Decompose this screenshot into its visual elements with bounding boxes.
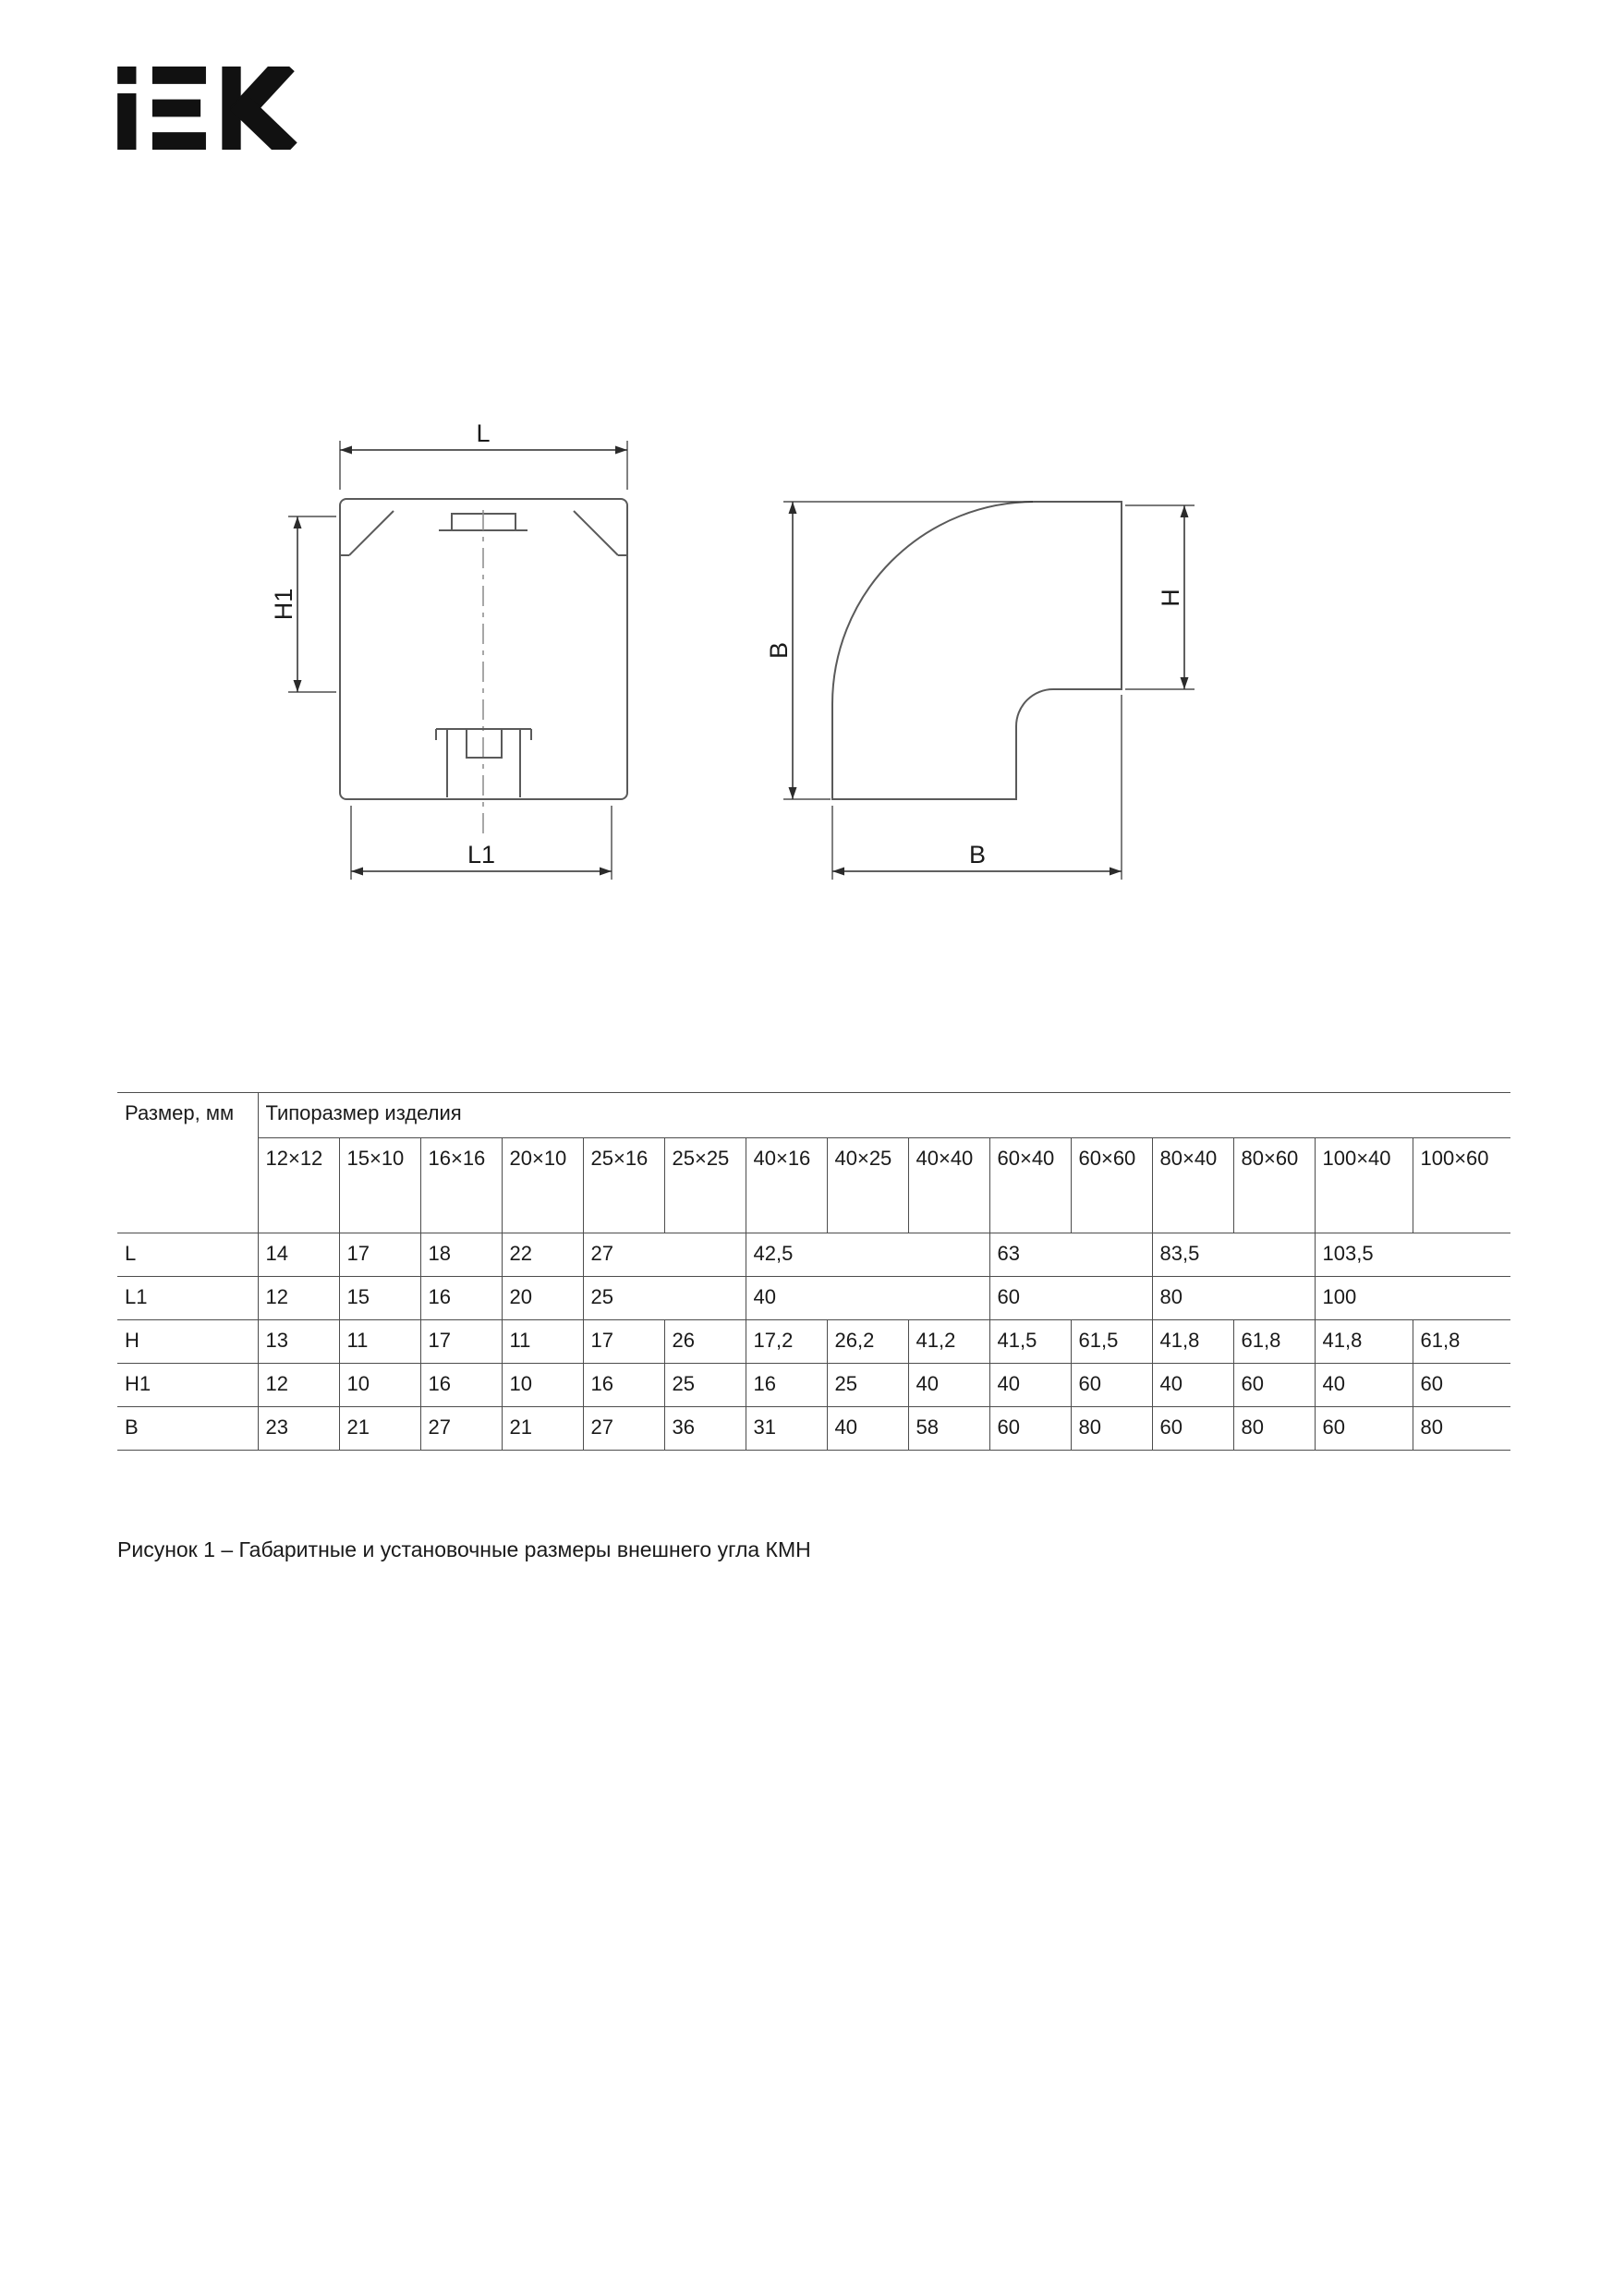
table-cell: 100 <box>1315 1277 1510 1320</box>
size-column-header: 20×10 <box>502 1138 583 1233</box>
dim-label-b-bottom: B <box>968 841 987 869</box>
table-cell: 11 <box>339 1320 420 1364</box>
table-cell: 36 <box>664 1407 746 1451</box>
table-cell: 25 <box>583 1277 746 1320</box>
table-cell: 103,5 <box>1315 1233 1510 1277</box>
table-cell: 10 <box>339 1364 420 1407</box>
table-cell: 40 <box>1315 1364 1413 1407</box>
table-cell: 60 <box>1071 1364 1152 1407</box>
dim-label-l1: L1 <box>467 841 496 869</box>
table-cell: 40 <box>1152 1364 1233 1407</box>
table-cell: 14 <box>258 1233 339 1277</box>
table-cell: 25 <box>827 1364 908 1407</box>
table-cell: 60 <box>989 1277 1152 1320</box>
table-cell: 58 <box>908 1407 989 1451</box>
table-cell: 31 <box>746 1407 827 1451</box>
size-column-header: 40×25 <box>827 1138 908 1233</box>
table-cell: 61,8 <box>1413 1320 1510 1364</box>
table-cell: 22 <box>502 1233 583 1277</box>
table-cell: 26 <box>664 1320 746 1364</box>
table-cell: 27 <box>583 1233 746 1277</box>
table-cell: 80 <box>1413 1407 1510 1451</box>
table-cell: 15 <box>339 1277 420 1320</box>
table-cell: 11 <box>502 1320 583 1364</box>
size-column-header: 40×40 <box>908 1138 989 1233</box>
table-body <box>117 1233 1510 1451</box>
table-cell: 60 <box>1233 1364 1315 1407</box>
table-cell: 16 <box>583 1364 664 1407</box>
table-cell: 61,8 <box>1233 1320 1315 1364</box>
table-cell: 63 <box>989 1233 1152 1277</box>
size-column-header: 16×16 <box>420 1138 502 1233</box>
table-cell: 18 <box>420 1233 502 1277</box>
side-view-drawing <box>765 502 1195 880</box>
table-cell: 40 <box>827 1407 908 1451</box>
front-view-drawing <box>270 419 627 880</box>
table-cell: 61,5 <box>1071 1320 1152 1364</box>
table-cell: 12 <box>258 1364 339 1407</box>
dimensions-table <box>117 1092 1510 1451</box>
table-cell: 25 <box>664 1364 746 1407</box>
table-cell: 16 <box>420 1364 502 1407</box>
size-column-header: 60×60 <box>1071 1138 1152 1233</box>
dim-label-b-left: B <box>765 641 793 660</box>
row-label: H1 <box>117 1364 258 1407</box>
table-cell: 27 <box>420 1407 502 1451</box>
table-cell: 83,5 <box>1152 1233 1315 1277</box>
table-cell: 41,2 <box>908 1320 989 1364</box>
size-column-header: 25×25 <box>664 1138 746 1233</box>
table-cell: 21 <box>502 1407 583 1451</box>
size-column-header: 100×40 <box>1315 1138 1413 1233</box>
corner-header: Размер, мм <box>117 1093 258 1233</box>
table-cell: 80 <box>1152 1277 1315 1320</box>
table-row <box>117 1277 1510 1320</box>
size-column-header: 12×12 <box>258 1138 339 1233</box>
table-cell: 60 <box>1152 1407 1233 1451</box>
table-cell: 80 <box>1233 1407 1315 1451</box>
table-row <box>117 1320 1510 1364</box>
row-label: L1 <box>117 1277 258 1320</box>
side-view-outline <box>832 502 1122 799</box>
group-header: Типоразмер изделия <box>258 1093 1510 1138</box>
row-label: L <box>117 1233 258 1277</box>
table-cell: 26,2 <box>827 1320 908 1364</box>
table-row <box>117 1407 1510 1451</box>
dim-label-h: H <box>1157 589 1184 607</box>
table-cell: 16 <box>746 1364 827 1407</box>
table-cell: 41,8 <box>1152 1320 1233 1364</box>
table-cell: 42,5 <box>746 1233 989 1277</box>
table-row <box>117 1233 1510 1277</box>
table-cell: 23 <box>258 1407 339 1451</box>
table-head <box>117 1093 1510 1233</box>
table-cell: 60 <box>1413 1364 1510 1407</box>
row-label: H <box>117 1320 258 1364</box>
table-cell: 13 <box>258 1320 339 1364</box>
table-cell: 60 <box>1315 1407 1413 1451</box>
size-column-header: 100×60 <box>1413 1138 1510 1233</box>
dim-label-h1: H1 <box>270 588 297 621</box>
table-cell: 41,8 <box>1315 1320 1413 1364</box>
table-cell: 20 <box>502 1277 583 1320</box>
table-cell: 27 <box>583 1407 664 1451</box>
table-cell: 41,5 <box>989 1320 1071 1364</box>
table-cell: 17 <box>420 1320 502 1364</box>
table-cell: 60 <box>989 1407 1071 1451</box>
dim-label-l: L <box>476 419 491 447</box>
table-cell: 40 <box>746 1277 989 1320</box>
table-row <box>117 1364 1510 1407</box>
technical-drawings <box>0 0 1613 970</box>
figure-caption: Рисунок 1 – Габаритные и установочные размеры внешнего угла КМН <box>117 1537 811 1561</box>
size-column-header: 80×40 <box>1152 1138 1233 1233</box>
size-column-header: 40×16 <box>746 1138 827 1233</box>
table-cell: 17,2 <box>746 1320 827 1364</box>
table-cell: 17 <box>339 1233 420 1277</box>
table-cell: 10 <box>502 1364 583 1407</box>
size-column-header: 25×16 <box>583 1138 664 1233</box>
table-cell: 80 <box>1071 1407 1152 1451</box>
table-cell: 12 <box>258 1277 339 1320</box>
table-cell: 17 <box>583 1320 664 1364</box>
size-column-header: 80×60 <box>1233 1138 1315 1233</box>
table-cell: 40 <box>908 1364 989 1407</box>
table-cell: 40 <box>989 1364 1071 1407</box>
size-column-header: 60×40 <box>989 1138 1071 1233</box>
table-cell: 21 <box>339 1407 420 1451</box>
size-column-header: 15×10 <box>339 1138 420 1233</box>
row-label: B <box>117 1407 258 1451</box>
table-cell: 16 <box>420 1277 502 1320</box>
